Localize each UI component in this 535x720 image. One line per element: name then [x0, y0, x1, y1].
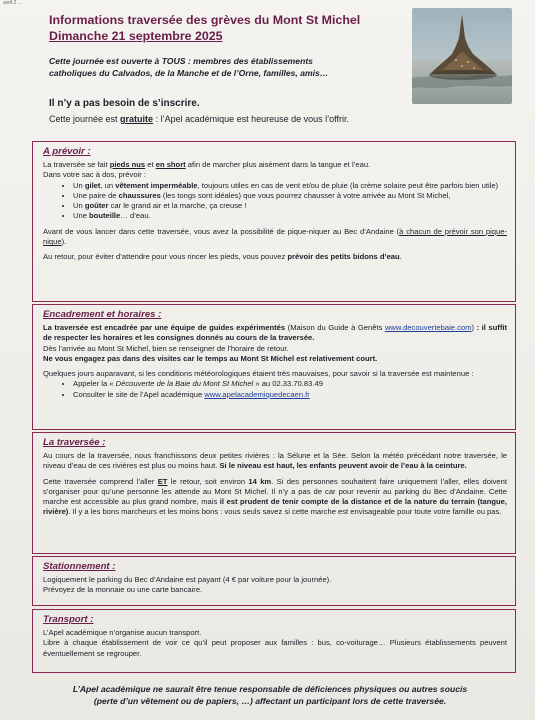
prevoir-line-1	[43, 160, 507, 170]
prevoir-line-2: Dans votre sac à dos, prévoir :	[43, 170, 146, 180]
text: La traversée se fait	[43, 160, 110, 169]
mont-saint-michel-photo	[412, 8, 512, 104]
emphasis-pieds-nus: pieds nus	[109, 160, 146, 169]
section-transport	[32, 609, 516, 673]
stationnement-line-1: Logiquement le parking du Bec d’Andaine est payant (4 € par voiture pour la journée).	[43, 575, 332, 584]
corner-text: avril.2 ...	[3, 0, 22, 6]
section-stationnement	[32, 556, 516, 606]
section-title-traversee: La traversée :	[43, 437, 106, 448]
intro-line-2: catholiques du Calvados, de la Manche et de l’Orne, familles, amis…	[49, 67, 329, 78]
section-title-transport: Transport :	[43, 614, 94, 625]
disclaimer	[40, 683, 500, 707]
prevoir-list	[43, 181, 507, 222]
emphasis-en-short: en short	[155, 160, 186, 169]
encadrement-paragraph-2: Dès l’arrivée au Mont St Michel, bien se renseigner de l’horaire de retour.	[43, 343, 289, 353]
list-item: • Un goûter car le grand air et la marche, ça creuse !	[73, 201, 507, 211]
free-note	[49, 114, 349, 124]
document-title	[49, 12, 379, 44]
list-item: • Une bouteille… d’eau.	[73, 211, 507, 221]
free-note-keyword: gratuite	[120, 114, 154, 124]
text: afin de marcher plus aisément dans la tangue et l’eau.	[185, 160, 371, 169]
encadrement-list	[43, 379, 507, 400]
section-traversee	[32, 432, 516, 554]
free-note-prefix: Cette journée est	[49, 114, 121, 124]
section-title-encadrement: Encadrement et horaires :	[43, 309, 162, 320]
encadrement-paragraph-4: Quelques jours auparavant, si les conditions météorologiques étaient très mauvaises, pour savoir si la traversée est maintenue :	[43, 369, 474, 379]
encadrement-paragraph-3: Ne vous engagez pas dans des visites car le temps au Mont St Michel est relativement court.	[43, 353, 378, 363]
no-registration-note: Il n’y a pas besoin de s’inscrire.	[49, 98, 200, 109]
link-apel-academique[interactable]: www.apelacademiquedecaen.fr	[204, 389, 310, 399]
transport-line-2: Libre à chaque établissement de voir ce qu’il peut proposer aux familles : bus, co-voiturage… Plusieurs établissements peuvent éventuellement se regrouper.	[43, 638, 507, 658]
prevoir-picnic-paragraph: Avant de vous lancer dans cette traversée, vous avez la possibilité de pique-niquer au Bec d’Andaine (à chacun de prévoir son pique-nique).	[43, 226, 507, 247]
section-a-prevoir	[32, 141, 516, 302]
disclaimer-line-1: L’Apel académique ne saurait être tenue responsable de déficiences physiques ou autres soucis	[72, 684, 468, 694]
intro-text	[49, 56, 399, 79]
disclaimer-line-2: (perte d’un vêtement ou de papiers, …) affectant un participant lors de cette traversée.	[93, 696, 447, 706]
prevoir-return-paragraph: Au retour, pour éviter d’attendre pour vous rincer les pieds, vous pouvez prévoir des petits bidons d’eau.	[43, 252, 402, 262]
title-date: Dimanche 21 septembre 2025	[49, 29, 223, 43]
list-item: • Un gilet, un vêtement imperméable, toujours utiles en cas de vent et/ou de pluie (la crème solaire peut être parfois bien utile)	[73, 181, 507, 191]
link-decouvertebaie[interactable]: www.decouvertebaie.com	[384, 323, 472, 332]
transport-line-1: L’Apel académique n’organise aucun transport.	[43, 628, 202, 637]
text: et	[145, 160, 156, 169]
section-encadrement	[32, 304, 516, 430]
traversee-paragraph-1: Au cours de la traversée, nous franchissons deux petites rivières : la Sélune et la Sée. Selon la météo précédant notre traversée, le niveau d’eau de ces rivières est plus ou moins haut. Si le niveau est haut, les enfants peuvent avoir de l’eau à la ceinture.	[43, 451, 507, 471]
list-item: • Appeler la « Découverte de la Baie du Mont St Michel » au 02.33.70.83.49	[73, 379, 507, 389]
list-item: • Une paire de chaussures (les tongs sont idéales) que vous pourrez chausser à votre arrivée au Mont St Michel,	[73, 191, 507, 201]
free-note-suffix: : l’Apel académique est heureuse de vous l’offrir.	[153, 114, 350, 124]
section-title-stationnement: Stationnement :	[43, 561, 116, 572]
list-item: • Consulter le site de l’Apel académique www.apelacademiquedecaen.fr	[73, 390, 507, 400]
section-title-a-prevoir: A prévoir :	[43, 146, 91, 157]
encadrement-paragraph-1: La traversée est encadrée par une équipe de guides expérimentés (Maison du Guide à Genêts www.decouvertebaie.com) : il suffit de respecter les horaires et les consignes donnés au cours de la traversée.	[43, 323, 507, 343]
title-line-1: Informations traversée des grèves du Mont St Michel	[49, 13, 361, 27]
photo-illustration	[412, 8, 512, 104]
stationnement-line-2: Prévoyez de la monnaie ou une carte bancaire.	[43, 585, 203, 595]
intro-line-1: Cette journée est ouverte à TOUS : membres des établissements	[49, 56, 313, 66]
traversee-paragraph-2: Cette traversée comprend l’aller ET le retour, soit environ 14 km. Si des personnes souhaitent faire uniquement l’aller, elles doivent s’organiser pour qu’une personne les attende au Mont St Michel. Il n’y a pas de car pour revenir au parking du Bec d’Andaine. Cette marche est accessible au plus grand nombre, mais il est prudent de tenir compte de la distance et de la nature du terrain (tangue, rivière). Il y a les bons marcheurs et les moins bons : vous seuls savez si cette marche est envisageable pour toute votre famille ou pas.	[43, 476, 507, 517]
